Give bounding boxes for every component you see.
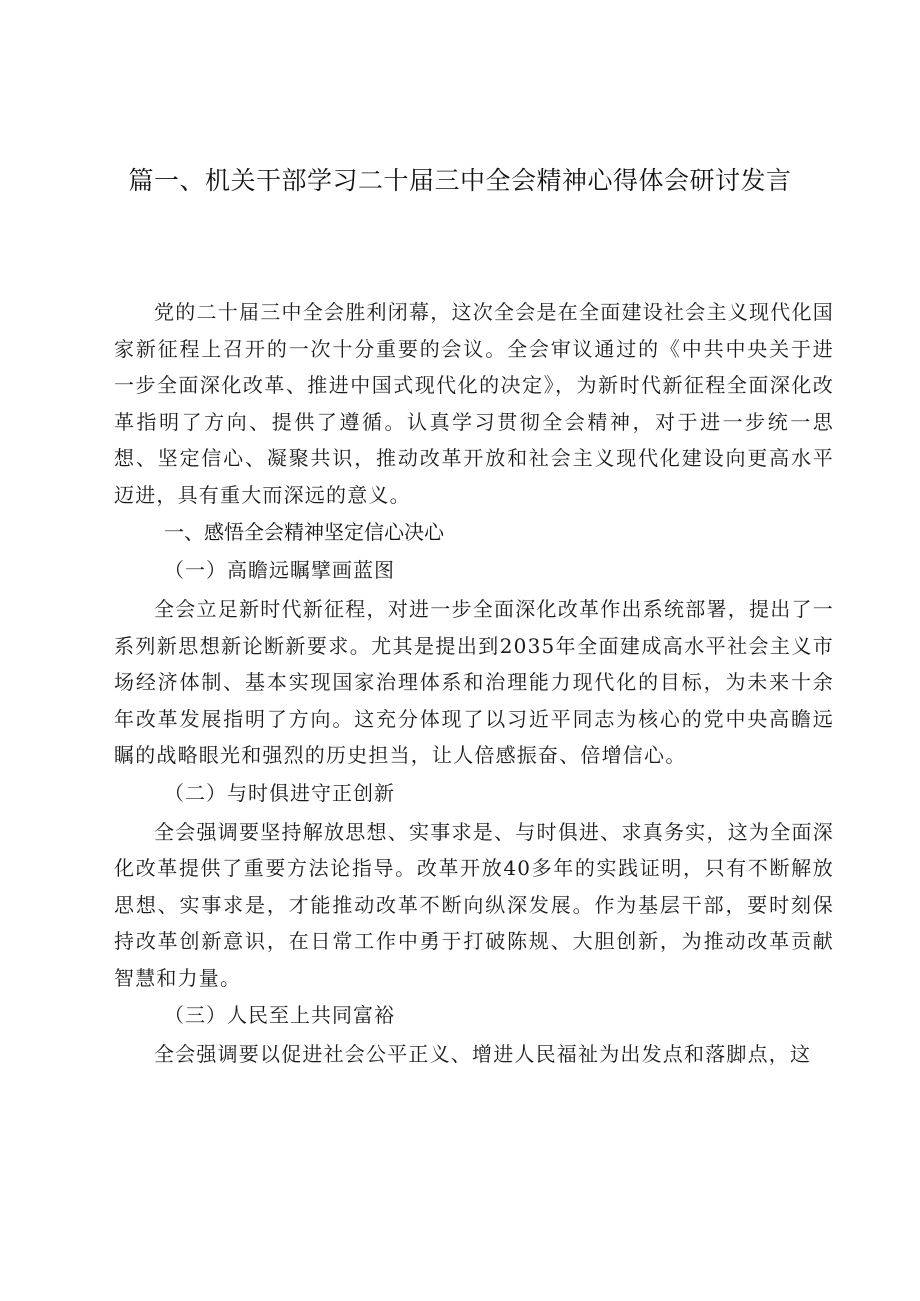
document-title: 篇一、机关干部学习二十届三中全会精神心得体会研讨发言 xyxy=(128,166,792,195)
section-heading: 一、感悟全会精神坚定信心决心 xyxy=(164,520,444,544)
subsection-heading-3: （三）人民至上共同富裕 xyxy=(164,1003,395,1027)
document-body xyxy=(114,294,834,1073)
subsection-paragraph-2: 全会强调要坚持解放思想、实事求是、与时俱进、求真务实，这为全面深化改革提供了重要方法论指导。改革开放40多年的实践证明，只有不断解放思想、实事求是，才能推动改革不断向纵深发展。作为基层干部，要时刻保持改革创新意识，在日常工作中勇于打破陈规、大胆创新，为推动改革贡献智慧和力量。 xyxy=(114,819,834,990)
subsection-heading-2: （二）与时俱进守正创新 xyxy=(164,780,395,805)
subsection-heading-1: （一）高瞻远瞩擘画蓝图 xyxy=(164,558,395,582)
subsection-paragraph-1: 全会立足新时代新征程，对进一步全面深化改革作出系统部署，提出了一系列新思想新论断新要求。尤其是提出到2035年全面建成高水平社会主义市场经济体制、基本实现国家治理体系和治理能力现代化的目标，为未来十余年改革发展指明了方向。这充分体现了以习近平同志为核心的党中央高瞻远瞩的战略眼光和强烈的历史担当，让人倍感振奋、倍增信心。 xyxy=(114,597,834,767)
subsection-paragraph-3: 全会强调要以促进社会公平正义、增进人民福祉为出发点和落脚点，这 xyxy=(154,1042,812,1066)
intro-paragraph: 党的二十届三中全会胜利闭幕，这次全会是在全面建设社会主义现代化国家新征程上召开的一次十分重要的会议。全会审议通过的《中共中央关于进一步全面深化改革、推进中国式现代化的决定》，为新时代新征程全面深化改革指明了方向、提供了遵循。认真学习贯彻全会精神，对于进一步统一思想、坚定信心、凝聚共识，推动改革开放和社会主义现代化建设向更高水平迈进，具有重大而深远的意义。 xyxy=(114,300,834,507)
